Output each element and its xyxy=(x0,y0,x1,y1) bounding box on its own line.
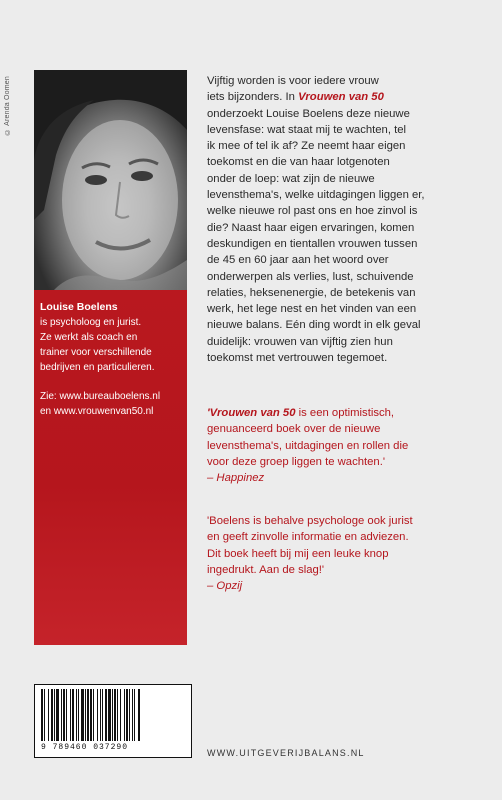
quote-line: ingedrukt. Aan de slag!' xyxy=(207,563,325,576)
author-bio-line: bedrijven en particulieren. xyxy=(40,362,155,373)
author-name: Louise Boelens xyxy=(40,301,118,313)
description-line: onder de loep: wat zijn de nieuwe xyxy=(207,172,375,185)
barcode-bar xyxy=(54,689,55,741)
barcode-bars-graphic xyxy=(41,689,185,741)
description-line: Vijftig worden is voor iedere vrouw xyxy=(207,75,379,87)
barcode-bar xyxy=(112,689,113,741)
barcode-bar xyxy=(70,689,71,741)
barcode-bar xyxy=(41,689,43,741)
barcode-bar xyxy=(132,689,133,741)
isbn-number: 9 789460 037290 xyxy=(41,743,129,752)
description-line: welke nieuwe rol past ons en hoe zinvol is xyxy=(207,205,418,218)
description-line: de 45 en 60 jaar aan het woord over xyxy=(207,254,389,267)
description-line: toekomst met vertrouwen tegemoet. xyxy=(207,352,388,365)
barcode-bar xyxy=(87,689,89,741)
quote-line: genuanceerd boek over de nieuwe xyxy=(207,423,381,436)
quote-line: levensthema's, uitdagingen en rollen die xyxy=(207,439,409,452)
quote-line: voor deze groep liggen te wachten.' xyxy=(207,455,386,468)
description-line: levensthema's, welke uitdagingen liggen er, xyxy=(207,189,425,202)
description-line: toekomst en die van haar lotgenoten xyxy=(207,156,390,169)
description-line: iets bijzonders. In Vrouwen van 50 xyxy=(207,91,384,104)
author-bio-line: Ze werkt als coach en xyxy=(40,332,138,343)
author-photo xyxy=(34,70,187,290)
quote-source: – Opzij xyxy=(207,580,243,593)
barcode-bar xyxy=(105,689,107,741)
barcode-bar xyxy=(114,689,116,741)
quote-line: Dit boek heeft bij mij een leuke knop xyxy=(207,547,389,560)
barcode-bar xyxy=(97,689,98,741)
barcode-bar xyxy=(134,689,135,741)
book-description xyxy=(207,73,497,366)
barcode-bar xyxy=(85,689,86,741)
description-line: onderwerpen als verlies, lust, schuivende xyxy=(207,270,414,283)
quote-book-title: 'Vrouwen van 50 xyxy=(207,407,296,419)
barcode-bar xyxy=(48,689,49,741)
barcode-bar xyxy=(138,689,140,741)
description-line: deskundigen en tientallen vrouwen tussen xyxy=(207,237,418,250)
book-title-inline: Vrouwen van 50 xyxy=(298,91,384,104)
quote-line: 'Boelens is behalve psychologe ook jurist xyxy=(207,515,413,527)
review-quote-opzij xyxy=(207,513,497,594)
description-line: onderzoekt Louise Boelens deze nieuwe xyxy=(207,107,410,120)
description-line: levensfase: wat staat mij te wachten, tel xyxy=(207,123,407,136)
barcode-bar xyxy=(129,689,130,741)
description-line: nieuwe balans. Eén ding wordt in elk geval xyxy=(207,319,421,332)
quote-line: 'Vrouwen van 50 is een optimistisch, xyxy=(207,407,395,419)
book-website-link[interactable]: en www.vrouwenvan50.nl xyxy=(40,406,154,417)
barcode-bar xyxy=(76,689,77,741)
barcode-bar xyxy=(102,689,103,741)
quote-source: – Happinez xyxy=(207,472,265,485)
description-line: ik mee of tel ik af? Ze neemt haar eigen xyxy=(207,140,406,153)
barcode-bar xyxy=(90,689,92,741)
barcode-bar xyxy=(100,689,101,741)
barcode-bar xyxy=(124,689,125,741)
barcode-bar xyxy=(56,689,59,741)
isbn-barcode xyxy=(34,684,192,758)
author-info xyxy=(40,300,185,419)
description-line: relaties, heksenenergie, de betekenis van xyxy=(207,286,416,299)
description-line: die? Naast haar eigen ervaringen, komen xyxy=(207,221,415,234)
author-bio-line: trainer voor verschillende xyxy=(40,347,152,358)
barcode-bar xyxy=(63,689,65,741)
barcode-bar xyxy=(72,689,74,741)
barcode-bar xyxy=(66,689,67,741)
review-quote-happinez xyxy=(207,405,497,486)
quote-line: en geeft zinvolle informatie en adviezen. xyxy=(207,531,409,544)
author-website-link[interactable]: Zie: www.bureauboelens.nl xyxy=(40,391,161,402)
publisher-website[interactable]: WWW.UITGEVERIJBALANS.NL xyxy=(207,748,365,758)
barcode-bar xyxy=(81,689,84,741)
barcode-bar xyxy=(78,689,79,741)
description-line: werk, het lege nest en het vinden van een xyxy=(207,303,417,316)
barcode-bar xyxy=(51,689,53,741)
photo-credit: © Arenda Oomen xyxy=(4,76,11,135)
barcode-bar xyxy=(108,689,111,741)
barcode-bar xyxy=(61,689,62,741)
author-bio-line: is psycholoog en jurist. xyxy=(40,317,142,328)
barcode-bar xyxy=(120,689,121,741)
barcode-bar xyxy=(93,689,94,741)
barcode-bar xyxy=(117,689,118,741)
barcode-bar xyxy=(44,689,45,741)
barcode-bar xyxy=(126,689,128,741)
description-line: duidelijk: vrouwen van vijftig zien hun xyxy=(207,335,393,348)
